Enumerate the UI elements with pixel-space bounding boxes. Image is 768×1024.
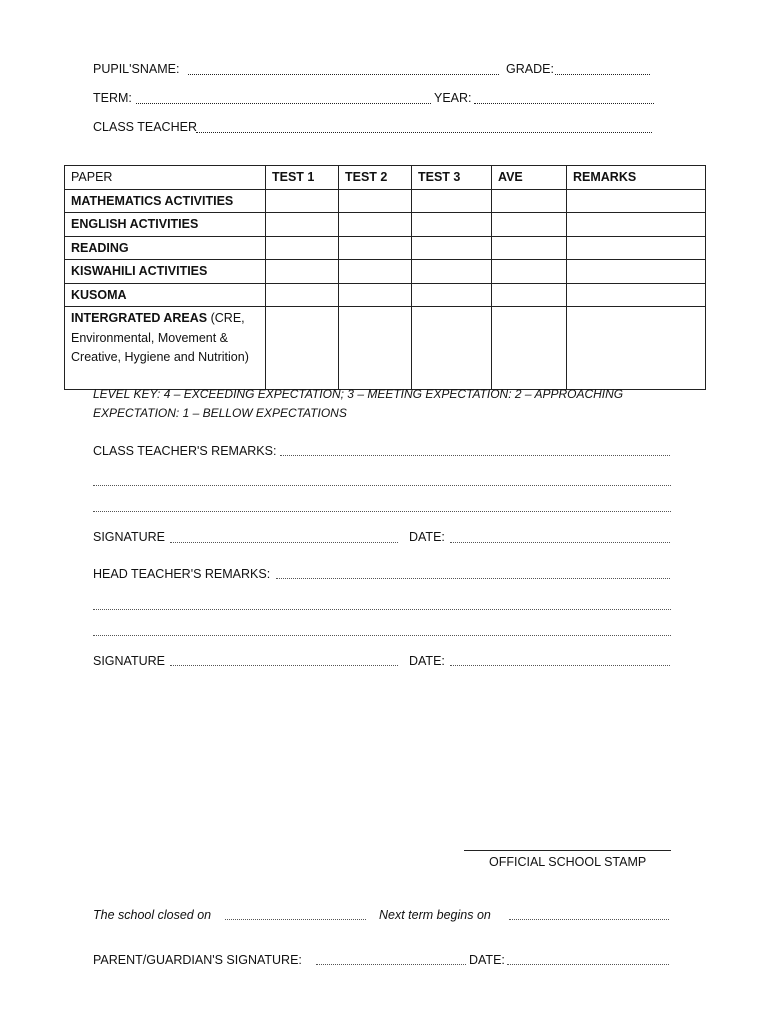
score-cell[interactable]: [492, 213, 567, 237]
remarks-cell[interactable]: [567, 213, 706, 237]
column-header: PAPER: [65, 166, 266, 190]
score-cell[interactable]: [339, 236, 412, 260]
head-teacher-date-line[interactable]: [450, 665, 670, 666]
score-cell[interactable]: [412, 236, 492, 260]
score-cell[interactable]: [412, 189, 492, 213]
class-teacher-remarks-line[interactable]: [93, 485, 671, 486]
score-cell[interactable]: [339, 260, 412, 284]
school-closed-line[interactable]: [225, 919, 366, 920]
score-cell[interactable]: [492, 283, 567, 307]
year-field[interactable]: [474, 103, 654, 104]
marks-table: [64, 165, 706, 390]
integrated-areas-detail: (CRE, Environmental, Movement & Creative, Hygiene and Nutrition): [71, 311, 249, 364]
score-cell[interactable]: [492, 307, 567, 390]
pupil-name-label: PUPIL'SNAME:: [93, 62, 180, 76]
grade-field[interactable]: [555, 74, 650, 75]
score-cell[interactable]: [492, 189, 567, 213]
class-teacher-date-line[interactable]: [450, 542, 670, 543]
subject-name: KISWAHILI ACTIVITIES: [65, 260, 266, 284]
column-header: TEST 3: [412, 166, 492, 190]
score-cell[interactable]: [266, 189, 339, 213]
score-cell[interactable]: [339, 283, 412, 307]
class-teacher-label: CLASS TEACHER: [93, 120, 197, 134]
score-cell[interactable]: [412, 213, 492, 237]
subject-name: [65, 307, 266, 390]
integrated-areas-title: INTERGRATED AREAS: [71, 311, 208, 325]
head-teacher-remarks-label: HEAD TEACHER'S REMARKS:: [93, 567, 271, 581]
score-cell[interactable]: [412, 307, 492, 390]
parent-signature-line[interactable]: [316, 964, 466, 965]
column-header: TEST 2: [339, 166, 412, 190]
parent-date-line[interactable]: [507, 964, 669, 965]
score-cell[interactable]: [339, 307, 412, 390]
score-cell[interactable]: [492, 236, 567, 260]
next-term-label: Next term begins on: [379, 908, 491, 922]
score-cell[interactable]: [266, 307, 339, 390]
remarks-cell[interactable]: [567, 189, 706, 213]
head-teacher-remarks-line[interactable]: [276, 578, 670, 579]
class-teacher-remarks-label: CLASS TEACHER'S REMARKS:: [93, 444, 277, 458]
table-row: [65, 189, 706, 213]
class-teacher-date-label: DATE:: [409, 530, 445, 544]
class-teacher-remarks-line[interactable]: [93, 511, 671, 512]
score-cell[interactable]: [412, 283, 492, 307]
head-teacher-date-label: DATE:: [409, 654, 445, 668]
head-teacher-remarks-line[interactable]: [93, 635, 671, 636]
score-cell[interactable]: [412, 260, 492, 284]
class-teacher-signature-label: SIGNATURE: [93, 530, 165, 544]
table-row: [65, 307, 706, 390]
subject-name: MATHEMATICS ACTIVITIES: [65, 189, 266, 213]
table-row: [65, 213, 706, 237]
stamp-label: OFFICIAL SCHOOL STAMP: [489, 855, 647, 869]
score-cell[interactable]: [339, 189, 412, 213]
head-teacher-signature-label: SIGNATURE: [93, 654, 165, 668]
column-header: AVE: [492, 166, 567, 190]
remarks-cell[interactable]: [567, 236, 706, 260]
parent-date-label: DATE:: [469, 953, 505, 967]
head-teacher-signature-line[interactable]: [170, 665, 398, 666]
table-row: [65, 283, 706, 307]
subject-name: ENGLISH ACTIVITIES: [65, 213, 266, 237]
score-cell[interactable]: [266, 213, 339, 237]
remarks-cell[interactable]: [567, 307, 706, 390]
stamp-line[interactable]: [464, 850, 671, 851]
level-key: LEVEL KEY: 4 – EXCEEDING EXPECTATION; 3 – MEETING EXPECTATION: 2 – APPROACHING EXPECTATION: 1 – BELLOW EXPECTATIONS: [93, 387, 624, 420]
score-cell[interactable]: [266, 236, 339, 260]
remarks-cell[interactable]: [567, 260, 706, 284]
remarks-cell[interactable]: [567, 283, 706, 307]
school-closed-label: The school closed on: [93, 908, 212, 922]
grade-label: GRADE:: [506, 62, 554, 76]
term-label: TERM:: [93, 91, 132, 105]
score-cell[interactable]: [339, 213, 412, 237]
class-teacher-signature-line[interactable]: [170, 542, 398, 543]
table-row: [65, 260, 706, 284]
score-cell[interactable]: [492, 260, 567, 284]
column-header: TEST 1: [266, 166, 339, 190]
year-label: YEAR:: [434, 91, 472, 105]
next-term-line[interactable]: [509, 919, 669, 920]
table-header-row: [65, 166, 706, 190]
parent-signature-label: PARENT/GUARDIAN'S SIGNATURE:: [93, 953, 302, 967]
term-field[interactable]: [136, 103, 431, 104]
subject-name: READING: [65, 236, 266, 260]
score-cell[interactable]: [266, 260, 339, 284]
score-cell[interactable]: [266, 283, 339, 307]
pupil-name-field[interactable]: [188, 74, 499, 75]
subject-name: KUSOMA: [65, 283, 266, 307]
column-header: REMARKS: [567, 166, 706, 190]
head-teacher-remarks-line[interactable]: [93, 609, 671, 610]
class-teacher-field[interactable]: [196, 132, 652, 133]
class-teacher-remarks-line[interactable]: [280, 455, 670, 456]
table-row: [65, 236, 706, 260]
